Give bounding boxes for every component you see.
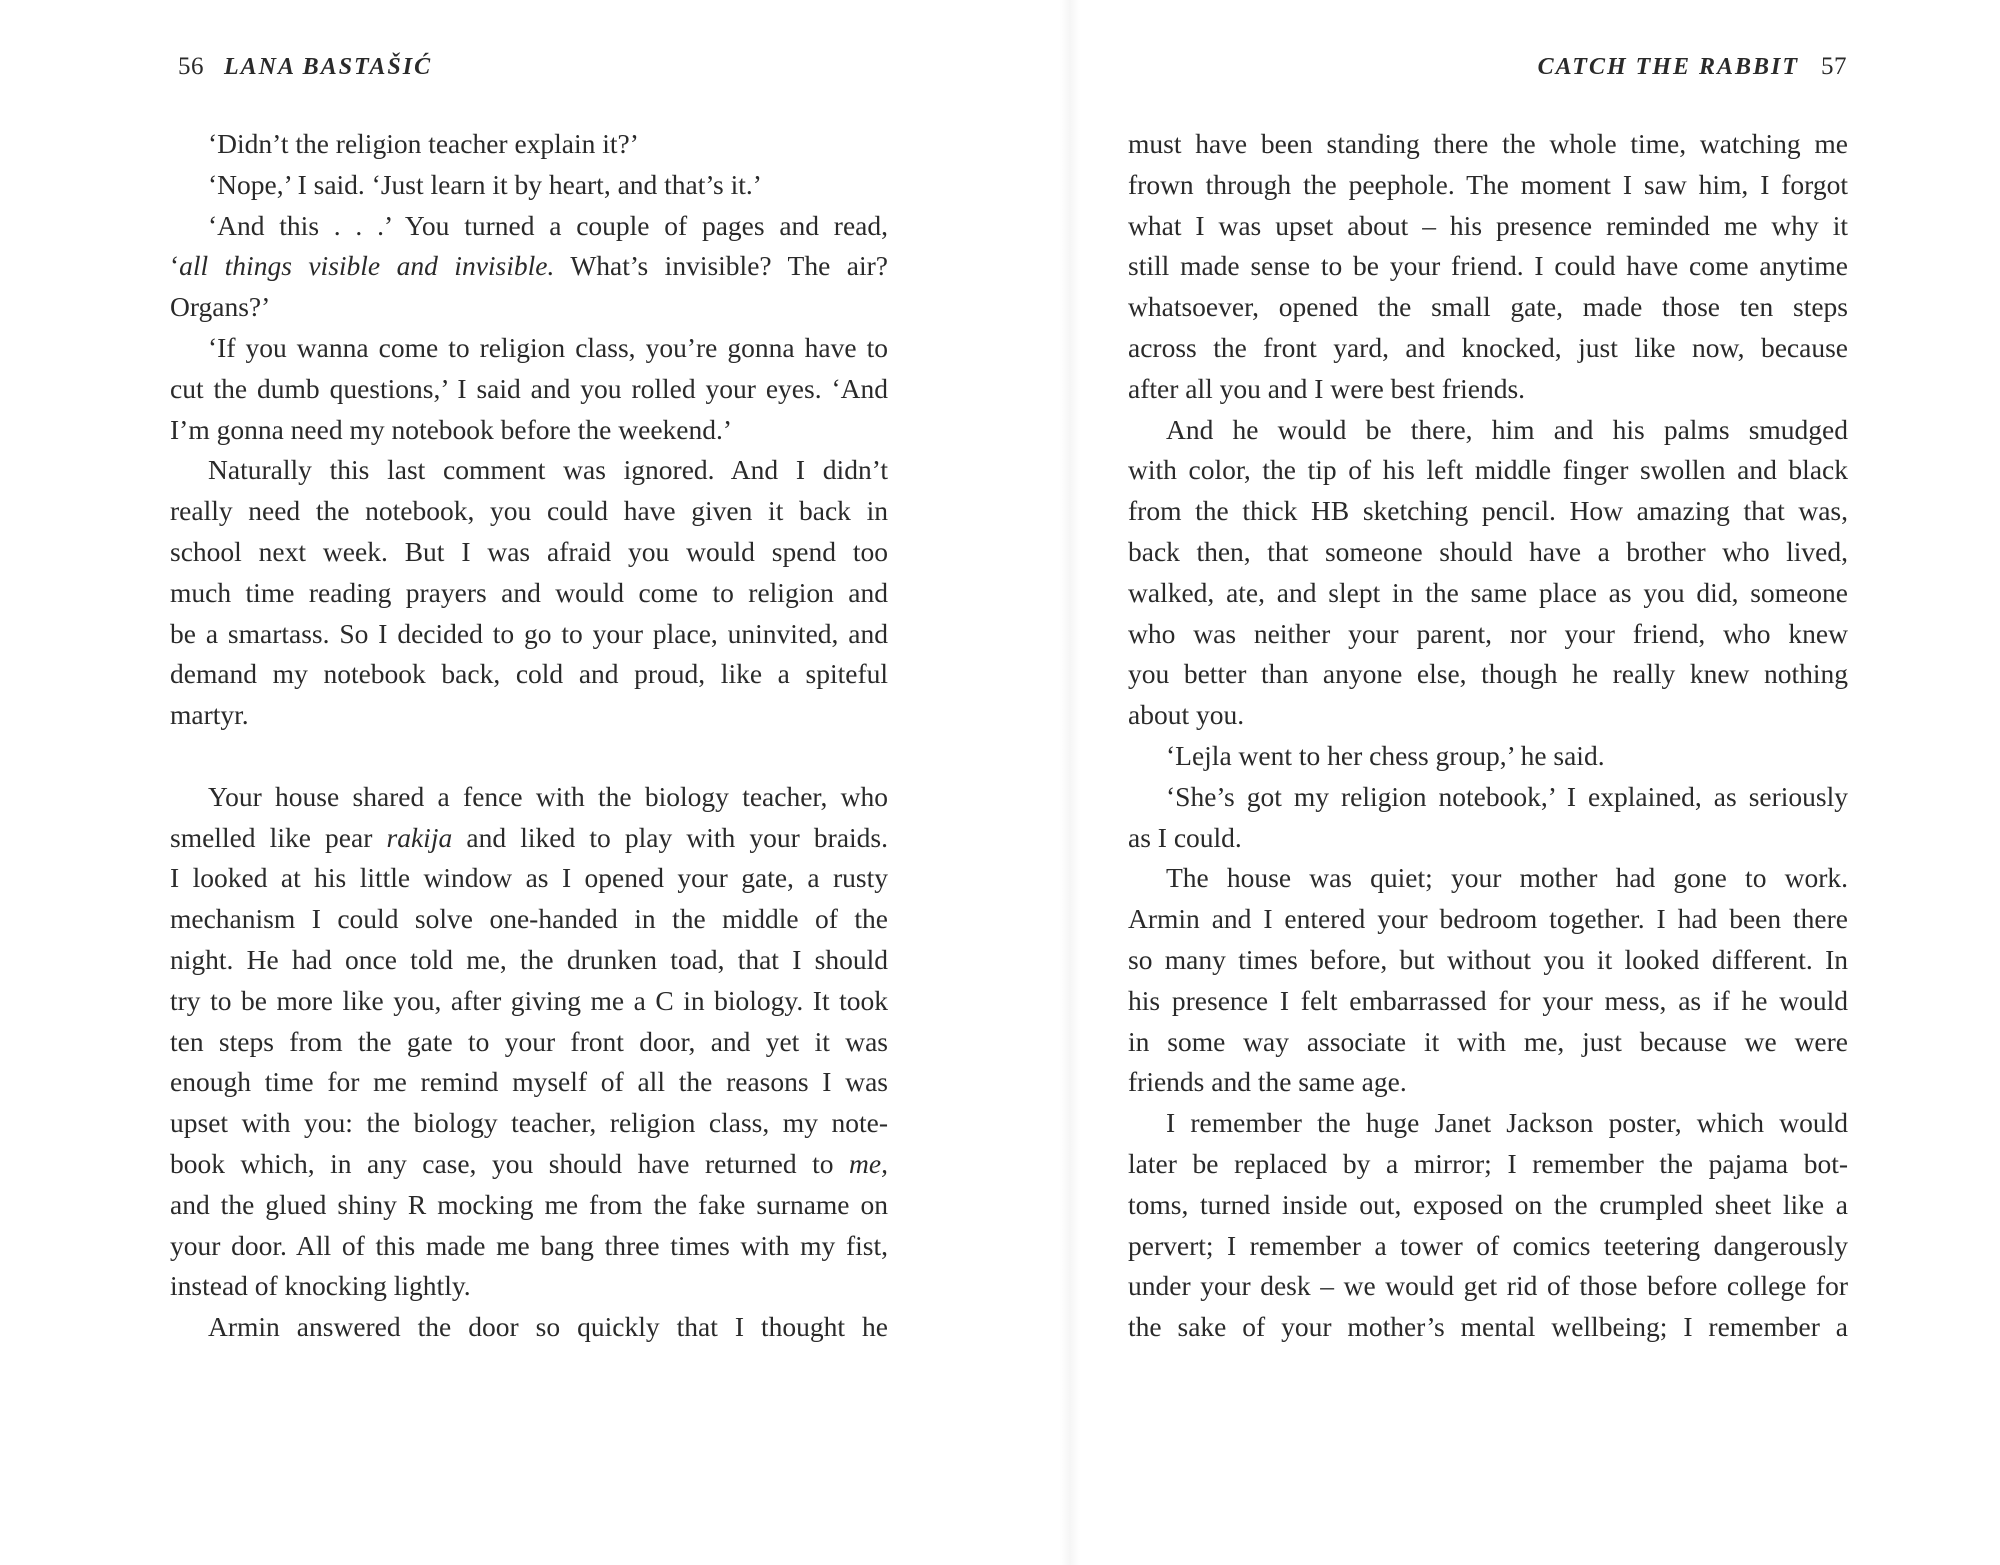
text-line: martyr. xyxy=(170,699,249,731)
text-line: ‘Lejla went to her chess group,’ he said. xyxy=(1166,739,1605,771)
text-line: The house was quiet; your mother had gone to work. xyxy=(1166,862,1848,894)
text-line: try to be more like you, after giving me a C in biology. It took xyxy=(170,984,888,1016)
text-run: book which, in any case, you should have returned to xyxy=(170,1147,850,1179)
text-line: pervert; I remember a tower of comics teetering dangerously xyxy=(1128,1229,1848,1261)
text-line: his presence I felt embarrassed for your mess, as if he would xyxy=(1128,984,1848,1016)
text-line: cut the dumb questions,’ I said and you rolled your eyes. ‘And xyxy=(170,372,888,404)
text-line: Armin and I entered your bedroom together. I had been there xyxy=(1128,903,1848,935)
text-line: be a smartass. So I decided to go to your place, uninvited, and xyxy=(170,617,888,649)
section-break xyxy=(170,736,888,777)
text-line: ‘She’s got my religion notebook,’ I explained, as seriously xyxy=(1166,780,1848,812)
text-run: ‘ xyxy=(170,250,180,282)
text-line: frown through the peephole. The moment I saw him, I forgot xyxy=(1128,168,1848,200)
text-line: ‘If you wanna come to religion class, you’re gonna have to xyxy=(208,331,888,363)
text-line: Your house shared a fence with the biology teacher, who xyxy=(208,780,888,812)
text-line xyxy=(170,246,888,287)
left-page-number: 56 xyxy=(178,53,204,80)
text-line: as I could. xyxy=(1128,821,1242,853)
text-line: must have been standing there the whole time, watching me xyxy=(1128,128,1848,159)
right-running-head-title: CATCH THE RABBIT xyxy=(1537,54,1799,80)
text-line: ‘Nope,’ I said. ‘Just learn it by heart, and that’s it.’ xyxy=(208,168,762,200)
text-line: ten steps from the gate to your front door, and yet it was xyxy=(170,1025,888,1057)
text-line: across the front yard, and knocked, just like now, because xyxy=(1128,331,1848,363)
text-line: demand my notebook back, cold and proud, like a spiteful xyxy=(170,658,888,690)
text-line: whatsoever, opened the small gate, made those ten steps xyxy=(1128,291,1848,323)
text-line: ‘Didn’t the religion teacher explain it?’ xyxy=(208,128,639,159)
left-running-head xyxy=(178,52,432,81)
right-running-head xyxy=(1538,52,1847,81)
right-page-number: 57 xyxy=(1821,53,1847,80)
text-line: your door. All of this made me bang three times with my fist, xyxy=(170,1229,888,1261)
text-line: under your desk – we would get rid of those before college for xyxy=(1128,1270,1848,1302)
text-line: I looked at his little window as I opened your gate, a rusty xyxy=(170,862,888,894)
text-line: upset with you: the biology teacher, religion class, my note- xyxy=(170,1107,888,1139)
text-line: instead of knocking lightly. xyxy=(170,1270,471,1302)
text-line: after all you and I were best friends. xyxy=(1128,372,1526,404)
text-line: school next week. But I was afraid you would spend too xyxy=(170,535,888,567)
text-run: smelled like pear xyxy=(170,821,387,853)
text-line: enough time for me remind myself of all the reasons I was xyxy=(170,1066,888,1098)
text-line: toms, turned inside out, exposed on the crumpled sheet like a xyxy=(1128,1188,1848,1220)
text-line: who was neither your parent, nor your friend, who knew xyxy=(1128,617,1848,649)
left-running-head-title: LANA BASTAŠIĆ xyxy=(224,54,433,80)
italic-text: all things visible and invisible. xyxy=(179,250,555,282)
text-line: And he would be there, him and his palms smudged xyxy=(1166,413,1848,445)
text-line: really need the notebook, you could have given it back in xyxy=(170,495,888,527)
text-line: the sake of your mother’s mental wellbeing; I remember a xyxy=(1128,1311,1848,1343)
text-run: What’s invisible? The air? xyxy=(554,250,888,282)
text-line: much time reading prayers and would come to religion and xyxy=(170,576,888,608)
text-line: and the glued shiny R mocking me from the fake surname on xyxy=(170,1188,888,1220)
text-line: you better than anyone else, though he really knew nothing xyxy=(1128,658,1848,690)
text-line: night. He had once told me, the drunken toad, that I should xyxy=(170,943,888,975)
text-line: Organs?’ xyxy=(170,291,271,323)
italic-text: me, xyxy=(849,1147,888,1179)
text-run: and liked to play with your braids. xyxy=(452,821,889,853)
text-line: ‘And this . . .’ You turned a couple of pages and read, xyxy=(208,209,888,241)
text-line: I remember the huge Janet Jackson poster, which would xyxy=(1166,1107,1848,1139)
text-line: what I was upset about – his presence reminded me why it xyxy=(1128,209,1848,241)
text-line: about you. xyxy=(1128,699,1245,731)
text-line: from the thick HB sketching pencil. How amazing that was, xyxy=(1128,495,1848,527)
text-line: Armin answered the door so quickly that I thought he xyxy=(208,1311,888,1343)
text-line: so many times before, but without you it looked different. In xyxy=(1128,943,1848,975)
text-line: mechanism I could solve one-handed in the middle of the xyxy=(170,903,888,935)
text-line: in some way associate it with me, just because we were xyxy=(1128,1025,1848,1057)
text-line: Naturally this last comment was ignored. And I didn’t xyxy=(208,454,888,486)
italic-text: rakija xyxy=(386,821,453,853)
text-line: friends and the same age. xyxy=(1128,1066,1407,1098)
text-line: I’m gonna need my notebook before the weekend.’ xyxy=(170,413,733,445)
text-line: still made sense to be your friend. I could have come anytime xyxy=(1128,250,1848,282)
text-line: with color, the tip of his left middle finger swollen and black xyxy=(1128,454,1848,486)
text-line: later be replaced by a mirror; I remember the pajama bot- xyxy=(1128,1147,1848,1179)
text-line: walked, ate, and slept in the same place as you did, someone xyxy=(1128,576,1848,608)
text-line: back then, that someone should have a brother who lived, xyxy=(1128,535,1848,567)
right-page-body xyxy=(1128,124,1848,1348)
text-line xyxy=(170,1144,888,1185)
right-page xyxy=(1000,0,2000,1565)
left-page-body xyxy=(170,124,888,1348)
text-line xyxy=(170,818,888,859)
